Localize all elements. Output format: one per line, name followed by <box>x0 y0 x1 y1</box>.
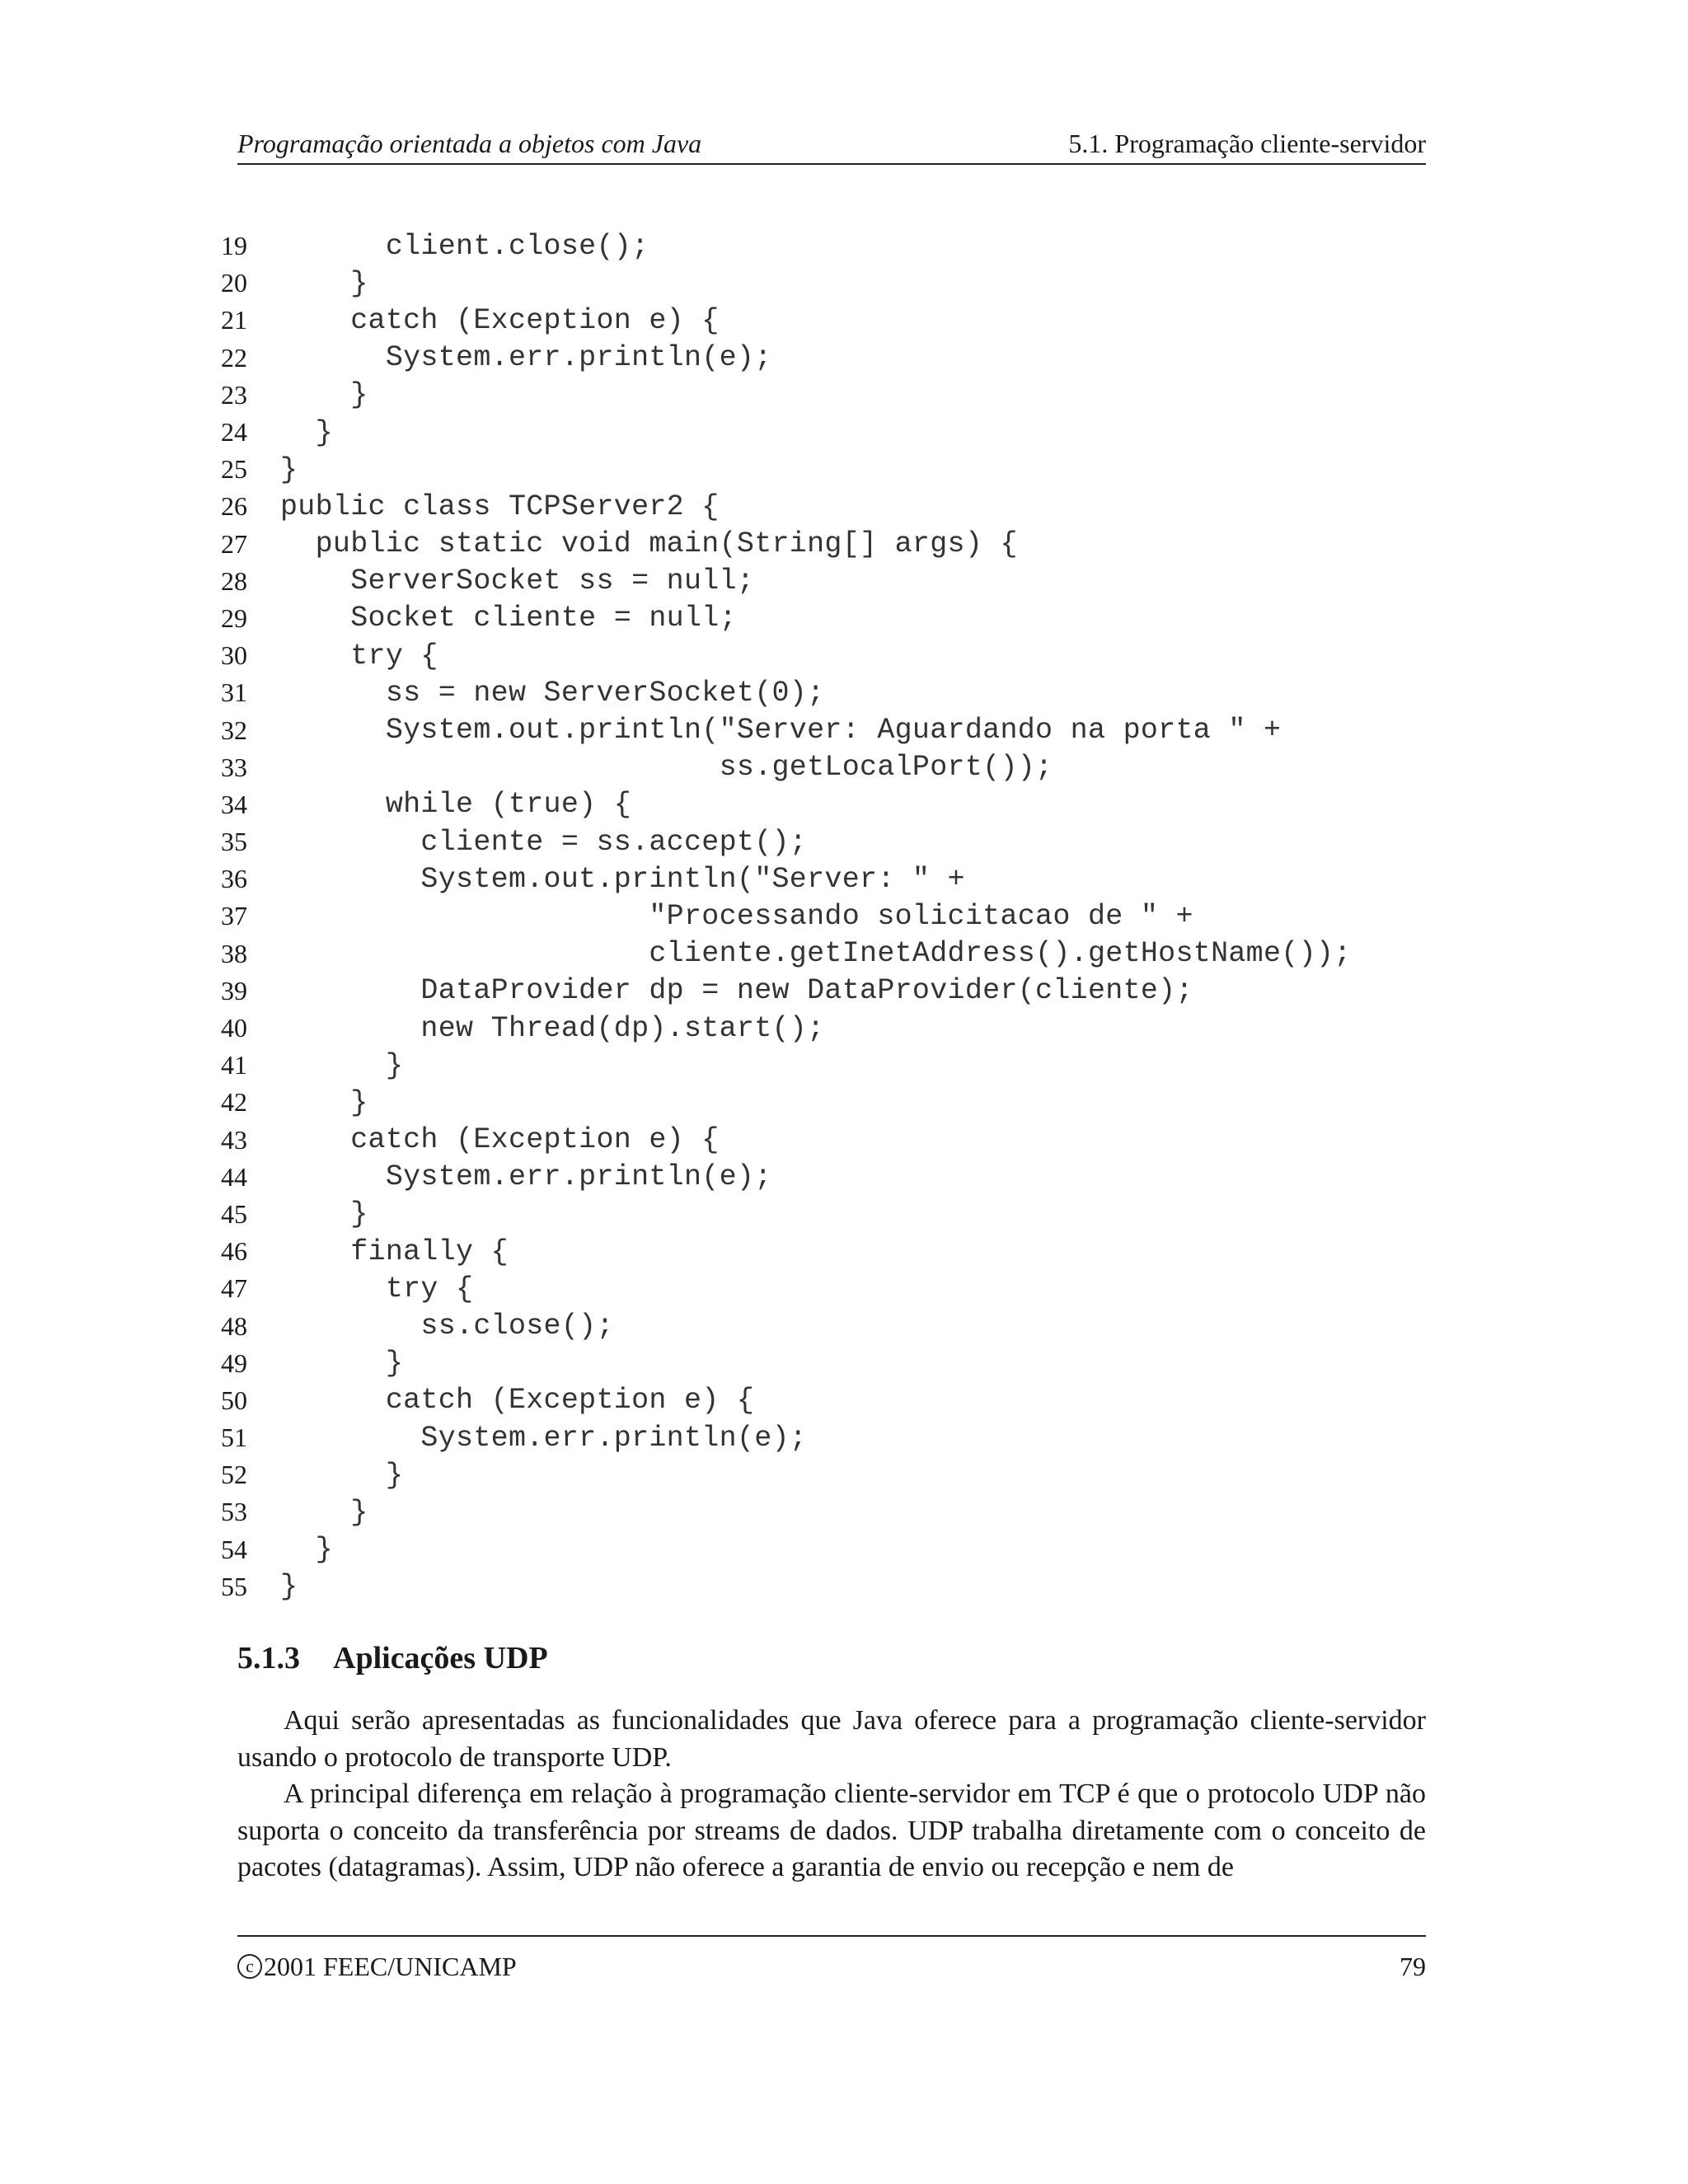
code-text: catch (Exception e) { <box>280 303 720 337</box>
line-number: 49 <box>221 1347 247 1378</box>
code-text: cliente.getInetAddress().getHostName()); <box>280 937 1352 971</box>
code-line <box>206 674 1442 711</box>
code-text: "Processando solicitacao de " + <box>280 899 1193 933</box>
code-listing <box>206 227 1442 1605</box>
code-line <box>206 302 1442 339</box>
code-text: client.close(); <box>280 229 649 263</box>
header-section-title: 5.1. Programação cliente-servidor <box>1068 129 1426 158</box>
header-book-title: Programação orientada a objetos com Java <box>237 129 702 158</box>
paragraph-intro-text: Aqui serão apresentadas as funcionalidades que Java oferece para a programação cliente-servidor usando o protocolo de transporte UDP. <box>237 1705 1426 1773</box>
line-number: 55 <box>221 1571 247 1601</box>
code-line <box>206 451 1442 488</box>
code-text: } <box>280 1085 368 1119</box>
code-line <box>206 711 1442 748</box>
code-line <box>206 1382 1442 1419</box>
code-line <box>206 414 1442 451</box>
line-number: 47 <box>221 1273 247 1304</box>
code-line <box>206 377 1442 414</box>
code-line <box>206 935 1442 972</box>
code-text: Socket cliente = null; <box>280 602 737 635</box>
line-number: 27 <box>221 528 247 559</box>
code-text: System.out.println("Server: " + <box>280 862 965 896</box>
section-title-text: Aplicações UDP <box>333 1641 548 1675</box>
line-number: 22 <box>221 342 247 373</box>
code-line <box>206 1493 1442 1530</box>
code-line <box>206 972 1442 1010</box>
line-number: 23 <box>221 379 247 410</box>
code-text: } <box>280 378 368 412</box>
line-number: 25 <box>221 454 247 485</box>
code-text: catch (Exception e) { <box>280 1384 755 1418</box>
line-number: 24 <box>221 417 247 448</box>
code-text: try { <box>280 1272 474 1305</box>
line-number: 31 <box>221 677 247 708</box>
code-line <box>206 1307 1442 1344</box>
line-number: 54 <box>221 1534 247 1564</box>
code-line <box>206 898 1442 935</box>
line-number: 53 <box>221 1497 247 1527</box>
line-number: 34 <box>221 789 247 819</box>
paragraph-difference <box>237 1776 1426 1886</box>
paragraph-difference-text: A principal diferença em relação à programação cliente-servidor em TCP é que o protocolo UDP não suporta o conceito da transferência por streams de dados. UDP trabalha diretamente com o conceito de pacotes (datagramas). Assim, UDP não oferece a garantia de envio ou recepção e nem de <box>237 1779 1426 1882</box>
line-number: 38 <box>221 938 247 968</box>
code-text: System.err.println(e); <box>280 1160 772 1194</box>
code-line <box>206 1122 1442 1159</box>
line-number: 26 <box>221 491 247 522</box>
line-number: 41 <box>221 1050 247 1080</box>
code-line <box>206 1010 1442 1047</box>
code-text: } <box>280 452 298 486</box>
code-text: public static void main(String[] args) { <box>280 527 1018 561</box>
code-text: ServerSocket ss = null; <box>280 565 755 598</box>
line-number: 42 <box>221 1087 247 1118</box>
line-number: 50 <box>221 1385 247 1415</box>
code-text: DataProvider dp = new DataProvider(cliente); <box>280 974 1193 1008</box>
code-text: catch (Exception e) { <box>280 1123 720 1157</box>
code-text: ss.getLocalPort()); <box>280 751 1053 785</box>
line-number: 52 <box>221 1460 247 1490</box>
line-number: 37 <box>221 901 247 931</box>
section-heading <box>237 1638 548 1678</box>
code-line <box>206 1159 1442 1196</box>
code-line <box>206 1456 1442 1493</box>
line-number: 20 <box>221 268 247 298</box>
code-line <box>206 823 1442 860</box>
code-text: System.err.println(e); <box>280 341 772 375</box>
code-text: } <box>280 1347 404 1380</box>
code-text: } <box>280 1458 404 1492</box>
code-text: cliente = ss.accept(); <box>280 825 808 859</box>
code-line <box>206 749 1442 786</box>
line-number: 43 <box>221 1124 247 1155</box>
line-number: 44 <box>221 1161 247 1192</box>
code-line <box>206 1270 1442 1307</box>
code-line <box>206 1345 1442 1382</box>
code-line <box>206 1047 1442 1084</box>
code-text: } <box>280 1197 368 1231</box>
line-number: 28 <box>221 565 247 596</box>
code-text: ss.close(); <box>280 1310 614 1343</box>
code-text: ss = new ServerSocket(0); <box>280 676 825 710</box>
code-line <box>206 1196 1442 1233</box>
footer-copyright <box>237 1950 517 1983</box>
code-line <box>206 1531 1442 1568</box>
line-number: 35 <box>221 827 247 857</box>
line-number: 33 <box>221 752 247 782</box>
line-number: 29 <box>221 602 247 633</box>
code-text: } <box>280 1533 333 1567</box>
line-number: 19 <box>221 231 247 261</box>
code-line <box>206 526 1442 563</box>
code-text: System.err.println(e); <box>280 1421 808 1455</box>
running-header <box>237 122 1426 165</box>
section-number: 5.1.3 <box>237 1641 300 1675</box>
code-line <box>206 563 1442 600</box>
code-line <box>206 860 1442 898</box>
code-line <box>206 227 1442 265</box>
code-text: while (true) { <box>280 788 632 822</box>
line-number: 45 <box>221 1198 247 1229</box>
code-line <box>206 786 1442 823</box>
code-line <box>206 600 1442 637</box>
code-line <box>206 340 1442 377</box>
line-number: 39 <box>221 975 247 1005</box>
code-line <box>206 637 1442 674</box>
code-line <box>206 265 1442 302</box>
code-line <box>206 1568 1442 1605</box>
code-text: } <box>280 266 368 300</box>
line-number: 36 <box>221 864 247 894</box>
page-footer <box>237 1935 1426 1983</box>
code-text: try { <box>280 639 438 673</box>
line-number: 40 <box>221 1013 247 1043</box>
line-number: 32 <box>221 715 247 745</box>
page-number: 79 <box>1400 1952 1426 1981</box>
code-text: new Thread(dp).start(); <box>280 1011 825 1045</box>
code-text: } <box>280 415 333 449</box>
footer-copyright-text: 2001 FEEC/UNICAMP <box>264 1952 517 1981</box>
code-text: System.out.println("Server: Aguardando na porta " + <box>280 714 1282 748</box>
copyright-icon: c <box>237 1954 262 1979</box>
line-number: 21 <box>221 305 247 335</box>
line-number: 46 <box>221 1236 247 1267</box>
code-text: finally { <box>280 1235 509 1268</box>
code-text: } <box>280 1048 404 1082</box>
code-line <box>206 1233 1442 1270</box>
code-text: public class TCPServer2 { <box>280 490 720 523</box>
code-line <box>206 488 1442 525</box>
code-line <box>206 1419 1442 1456</box>
line-number: 48 <box>221 1310 247 1341</box>
paragraph-intro <box>237 1703 1426 1776</box>
line-number: 30 <box>221 640 247 671</box>
code-line <box>206 1084 1442 1121</box>
code-text: } <box>280 1495 368 1529</box>
line-number: 51 <box>221 1422 247 1453</box>
code-text: } <box>280 1570 298 1604</box>
